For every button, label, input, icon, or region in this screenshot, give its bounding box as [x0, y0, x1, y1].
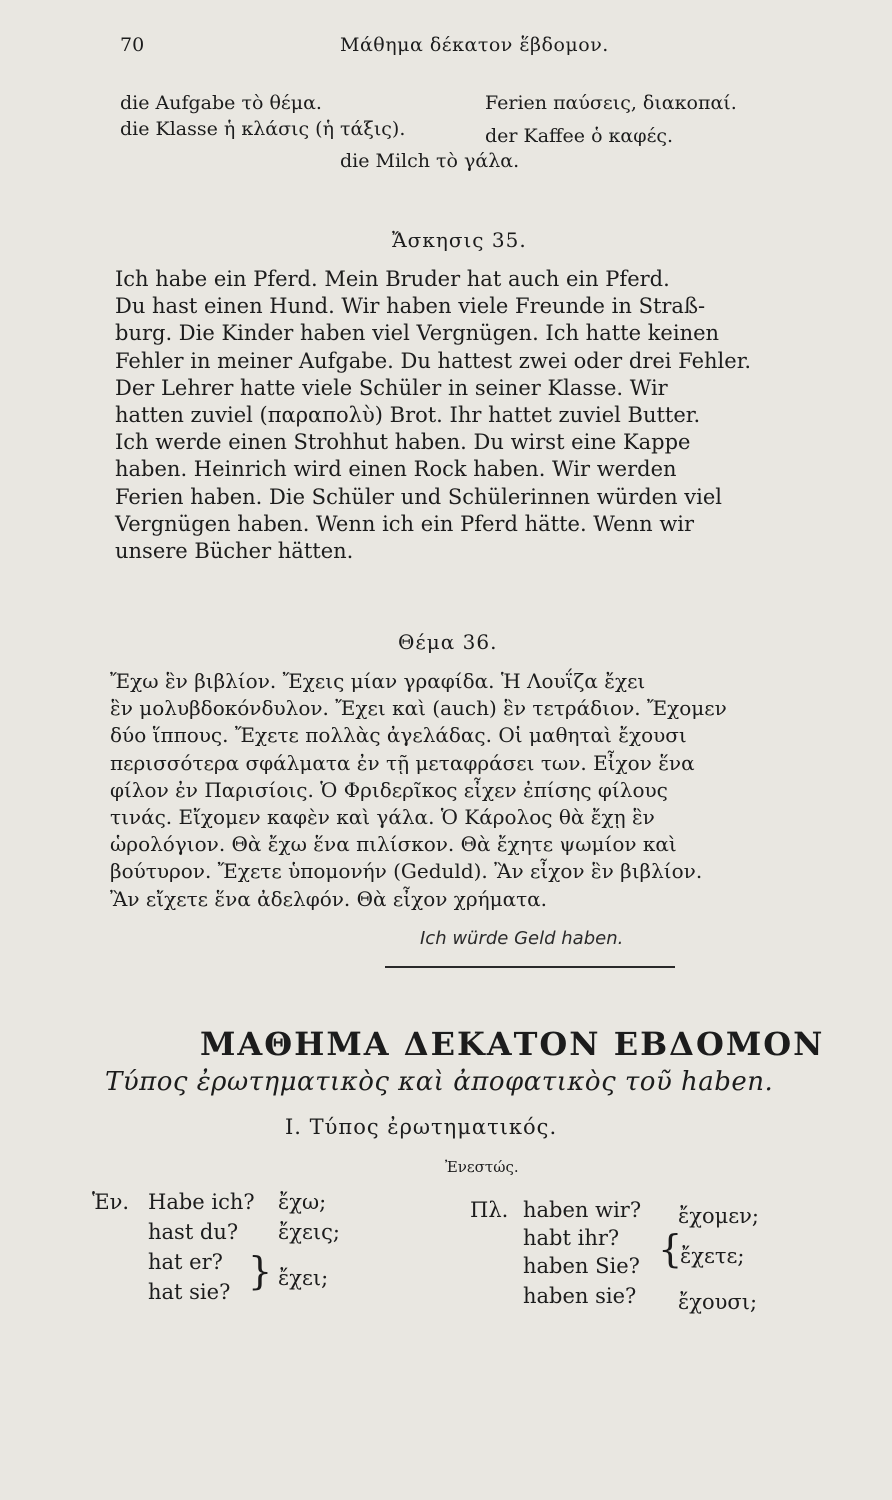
theme-36-title: Θέμα 36.: [398, 630, 498, 654]
page-number: 70: [120, 34, 145, 56]
text-line: ὡρολόγιον. Θὰ ἔχω ἕνα πιλίσκον. Θὰ ἔχητε ψωμίον καὶ: [110, 832, 677, 857]
theme-36-text: [110, 668, 727, 913]
brace-icon: }: [658, 1227, 683, 1271]
text-line: δύο ἵππους. Ἔχετε πολλὰς ἀγελάδας. Οἱ μαθηταὶ ἔχουσι: [110, 723, 687, 748]
conj-de: haben Sie?: [523, 1254, 640, 1278]
vocab-left-1: die Aufgabe τὸ θέμα.: [120, 92, 322, 114]
text-line: βούτυρον. Ἔχετε ὑπομονήν (Geduld). Ἂν εἶχον ἓν βιβλίον.: [110, 859, 703, 884]
text-line: haben. Heinrich wird einen Rock haben. Wir werden: [115, 457, 677, 482]
text-line: Der Lehrer hatte viele Schüler in seiner Klasse. Wir: [115, 375, 668, 400]
text-line: Vergnügen haben. Wenn ich ein Pferd hätte. Wenn wir: [115, 511, 695, 536]
text-line: φίλον ἐν Παρισίοις. Ὁ Φριδερῖκος εἶχεν ἐπίσης φίλους: [110, 777, 668, 802]
text-line: ἓν μολυβδοκόνδυλον. Ἔχει καὶ (auch) ἓν τετράδιον. Ἔχομεν: [110, 696, 727, 721]
text-line: Du hast einen Hund. Wir haben viele Freunde in Straß-: [115, 294, 706, 319]
lesson-subtitle: Τύπος ἐρωτηματικὸς καὶ ἀποφατικὸς τοῦ haben.: [105, 1067, 774, 1097]
conj-de: hat sie?: [148, 1280, 231, 1304]
conj-de: Habe ich?: [148, 1190, 255, 1214]
conj-gr: ἔχει;: [278, 1266, 329, 1290]
lesson-title: ΜΑΘΗΜΑ ΔΕΚΑΤΟΝ ΕΒΔΟΜΟΝ: [200, 1025, 825, 1063]
vocab-right-2: der Kaffee ὁ καφές.: [485, 125, 674, 147]
text-line: Ferien haben. Die Schüler und Schülerinnen würden viel: [115, 484, 723, 509]
conj-gr: ἔχω;: [278, 1190, 327, 1214]
section-heading: I. Τύπος ἐρωτηματικός.: [285, 1115, 558, 1139]
conj-de: hat er?: [148, 1250, 223, 1274]
conj-gr: ἔχετε;: [680, 1244, 745, 1268]
singular-label: Ἑν.: [92, 1190, 130, 1214]
conj-gr: ἔχομεν;: [678, 1204, 760, 1228]
text-line: περισσότερα σφάλματα ἐν τῇ μεταφράσει των. Εἶχον ἕνα: [110, 750, 695, 775]
conj-de: haben wir?: [523, 1198, 642, 1222]
text-line: Ich werde einen Strohhut haben. Du wirst eine Kappe: [115, 430, 691, 455]
text-line: unsere Bücher hätten.: [115, 539, 354, 564]
running-title: Μάθημα δέκατον ἕβδομον.: [340, 34, 609, 56]
vocab-center: die Milch τὸ γάλα.: [340, 150, 520, 172]
text-line: Ἔχω ἓν βιβλίον. Ἔχεις μίαν γραφίδα. Ἡ Λουΐζα ἔχει: [110, 669, 646, 693]
vocab-right-1: Ferien παύσεις, διακοπαί.: [485, 92, 737, 114]
tense-heading: Ἐνεστώς.: [445, 1158, 519, 1176]
text-line: Fehler in meiner Aufgabe. Du hattest zwei oder drei Fehler.: [115, 348, 752, 373]
text-line: hatten zuviel (παραπολὺ) Brot. Ihr hattet zuviel Butter.: [115, 403, 701, 428]
conj-de: haben sie?: [523, 1284, 637, 1308]
conj-de: hast du?: [148, 1220, 239, 1244]
plural-label: Πλ.: [470, 1198, 509, 1222]
vocab-left-2: die Klasse ἡ κλάσις (ἡ τάξις).: [120, 118, 406, 140]
brace-icon: }: [248, 1249, 273, 1293]
text-line: τινάς. Εἴχομεν καφὲν καὶ γάλα. Ὁ Κάρολος θὰ ἔχῃ ἓν: [110, 805, 655, 830]
conj-gr: ἔχεις;: [278, 1220, 340, 1244]
text-line: Ich habe ein Pferd. Mein Bruder hat auch ein Pferd.: [115, 267, 670, 291]
text-line: Ἂν εἴχετε ἕνα ἀδελφόν. Θὰ εἶχον χρήματα.: [110, 886, 548, 911]
text-line: burg. Die Kinder haben viel Vergnügen. Ich hatte keinen: [115, 321, 720, 346]
conj-de: habt ihr?: [523, 1226, 620, 1250]
exercise-35-text: [115, 266, 751, 565]
section-divider: [385, 966, 675, 968]
conj-gr: ἔχουσι;: [678, 1290, 758, 1314]
exercise-35-title: Ἄσκησις 35.: [392, 228, 527, 252]
handwritten-note: Ich würde Geld haben.: [420, 928, 624, 949]
